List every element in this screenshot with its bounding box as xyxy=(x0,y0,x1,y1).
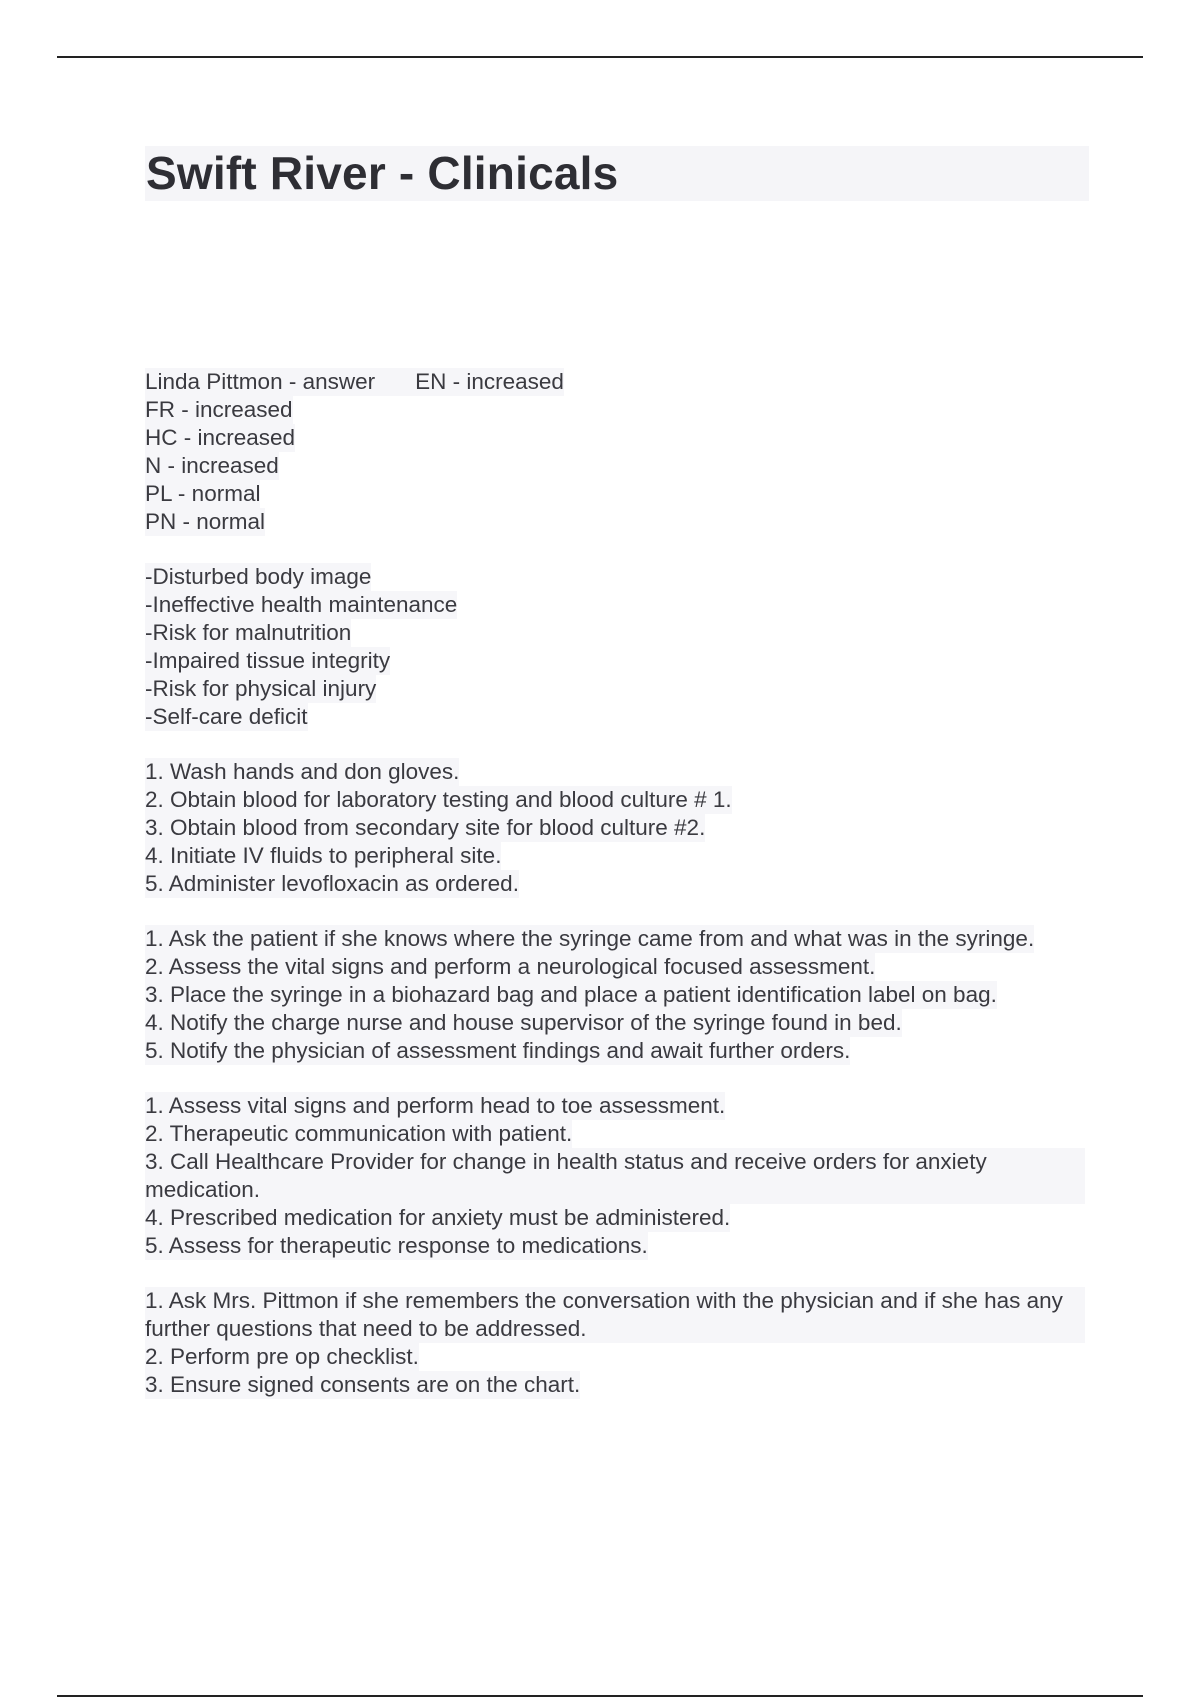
diagnosis-item: -Self-care deficit xyxy=(145,704,308,729)
bottom-divider xyxy=(57,1695,1143,1697)
step-item: 2. Assess the vital signs and perform a neurological focused assessment. xyxy=(145,954,876,979)
nursing-diagnoses-block xyxy=(145,563,1095,731)
step-item: 4. Initiate IV fluids to peripheral site. xyxy=(145,843,502,868)
top-divider xyxy=(57,56,1143,58)
step-item: 5. Notify the physician of assessment findings and await further orders. xyxy=(145,1038,851,1063)
page-title: Swift River - Clinicals xyxy=(146,147,619,199)
step-item: 1. Ask the patient if she knows where the syringe came from and what was in the syringe. xyxy=(145,926,1035,951)
document-body xyxy=(145,368,1095,1426)
diagnosis-item: -Ineffective health maintenance xyxy=(145,592,458,617)
lab-values-block xyxy=(145,368,1095,536)
step-item: 3. Call Healthcare Provider for change in health status and receive orders for anxiety medication. xyxy=(145,1148,1085,1204)
lab-value-en: EN - increased xyxy=(415,369,564,394)
diagnosis-item: -Risk for malnutrition xyxy=(145,620,352,645)
diagnosis-item: -Risk for physical injury xyxy=(145,676,377,701)
step-item: 1. Ask Mrs. Pittmon if she remembers the conversation with the physician and if she has any further questions that need to be addressed. xyxy=(145,1287,1085,1343)
lab-value-line xyxy=(145,368,564,396)
patient-answer-label: Linda Pittmon - answer xyxy=(145,369,376,394)
diagnosis-item: -Impaired tissue integrity xyxy=(145,648,391,673)
lab-value-line: N - increased xyxy=(145,453,279,478)
step-item: 4. Notify the charge nurse and house supervisor of the syringe found in bed. xyxy=(145,1010,902,1035)
syringe-found-steps xyxy=(145,925,1095,1065)
step-item: 3. Ensure signed consents are on the chart. xyxy=(145,1372,581,1397)
lab-value-line: FR - increased xyxy=(145,397,293,422)
anxiety-steps xyxy=(145,1092,1095,1260)
step-item: 2. Obtain blood for laboratory testing and blood culture # 1. xyxy=(145,787,732,812)
lab-value-line: HC - increased xyxy=(145,425,296,450)
step-item: 5. Administer levofloxacin as ordered. xyxy=(145,871,519,896)
step-item: 3. Obtain blood from secondary site for blood culture #2. xyxy=(145,815,706,840)
step-item: 1. Assess vital signs and perform head to toe assessment. xyxy=(145,1093,726,1118)
step-item: 5. Assess for therapeutic response to medications. xyxy=(145,1233,648,1258)
step-item: 1. Wash hands and don gloves. xyxy=(145,759,460,784)
pre-op-steps xyxy=(145,1287,1095,1399)
diagnosis-item: -Disturbed body image xyxy=(145,564,372,589)
step-item: 2. Perform pre op checklist. xyxy=(145,1344,419,1369)
lab-value-line: PL - normal xyxy=(145,481,261,506)
step-item: 3. Place the syringe in a biohazard bag and place a patient identification label on bag. xyxy=(145,982,997,1007)
step-item: 2. Therapeutic communication with patient. xyxy=(145,1121,573,1146)
blood-culture-steps xyxy=(145,758,1095,898)
step-item: 4. Prescribed medication for anxiety must be administered. xyxy=(145,1205,731,1230)
lab-value-line: PN - normal xyxy=(145,509,266,534)
